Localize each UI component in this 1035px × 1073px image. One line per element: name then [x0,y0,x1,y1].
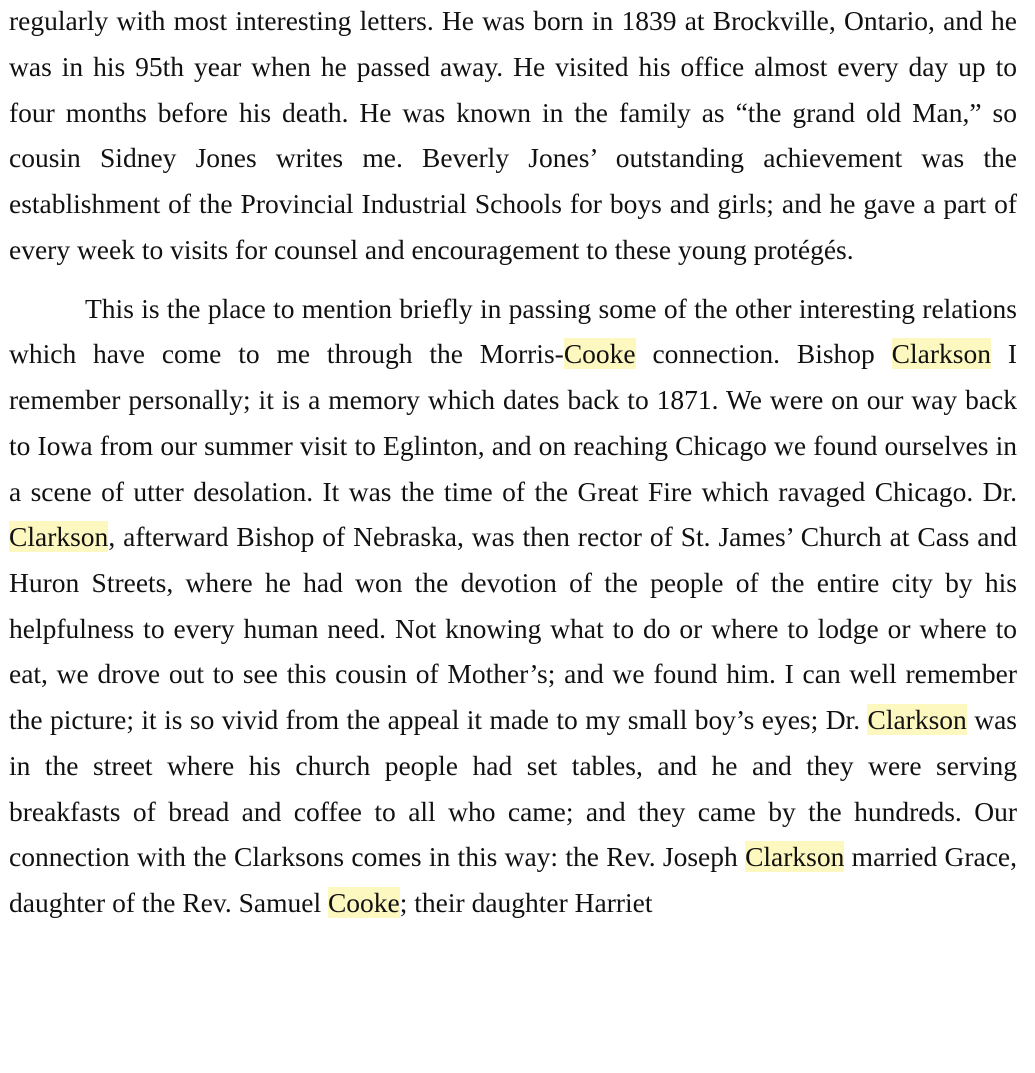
paragraph-clarkson-connection [9,286,1017,926]
search-highlight-clarkson: Clarkson [745,841,845,873]
search-highlight-clarkson: Clarkson [9,521,109,553]
paragraph-text: ; their daughter Harriet [399,886,653,918]
paragraph-text: married Grace, daughter of the Rev. Samuel [9,841,1017,918]
paragraph-text: This is the place to mention briefly in passing some of the other interesting relations which have come to me through the Morris- [9,292,1017,370]
paragraph-text: was in the street where his church people had set tables, and he and they were serving breakfasts of bread and coffee to all who came; and they came by the hundreds. Our connection with the Clarksons comes in this way: the Rev. Joseph [9,704,1017,873]
paragraph-beverly-jones [9,0,1017,273]
paragraph-text: connection. Bishop [635,338,892,370]
paragraph-text: I remember personally; it is a memory which dates back to 1871. We were on our way back to Iowa from our summer visit to Eglinton, and on reaching Chicago we found ourselves in a scene of utter desolation. It was the time of the Great Fire which ravaged Chicago. Dr. [9,338,1017,507]
search-highlight-cooke: Cooke [563,338,636,370]
search-highlight-clarkson: Clarkson [867,704,967,736]
search-highlight-clarkson: Clarkson [891,338,991,370]
paragraph-text: regularly with most interesting letters. He was born in 1839 at Brockville, Ontario, and he was in his 95th year when he passed away. He visited his office almost every day up to four months before his death. He was known in the family as “the grand old Man,” so cousin Sidney Jones writes me. Beverly Jones’ outstanding achievement was the establishment of the Provincial Industrial Schools for boys and girls; and he gave a part of every week to visits for counsel and encouragement to these young protégés. [9,5,1017,265]
search-highlight-cooke: Cooke [327,886,400,918]
paragraph-text: , afterward Bishop of Nebraska, was then rector of St. James’ Church at Cass and Huron Streets, where he had won the devotion of the people of the entire city by his helpfulness to every human need. Not knowing what to do or where to lodge or where to eat, we drove out to see this cousin of Mother’s; and we found him. I can well remember the picture; it is so vivid from the appeal it made to my small boy’s eyes; Dr. [9,521,1017,736]
